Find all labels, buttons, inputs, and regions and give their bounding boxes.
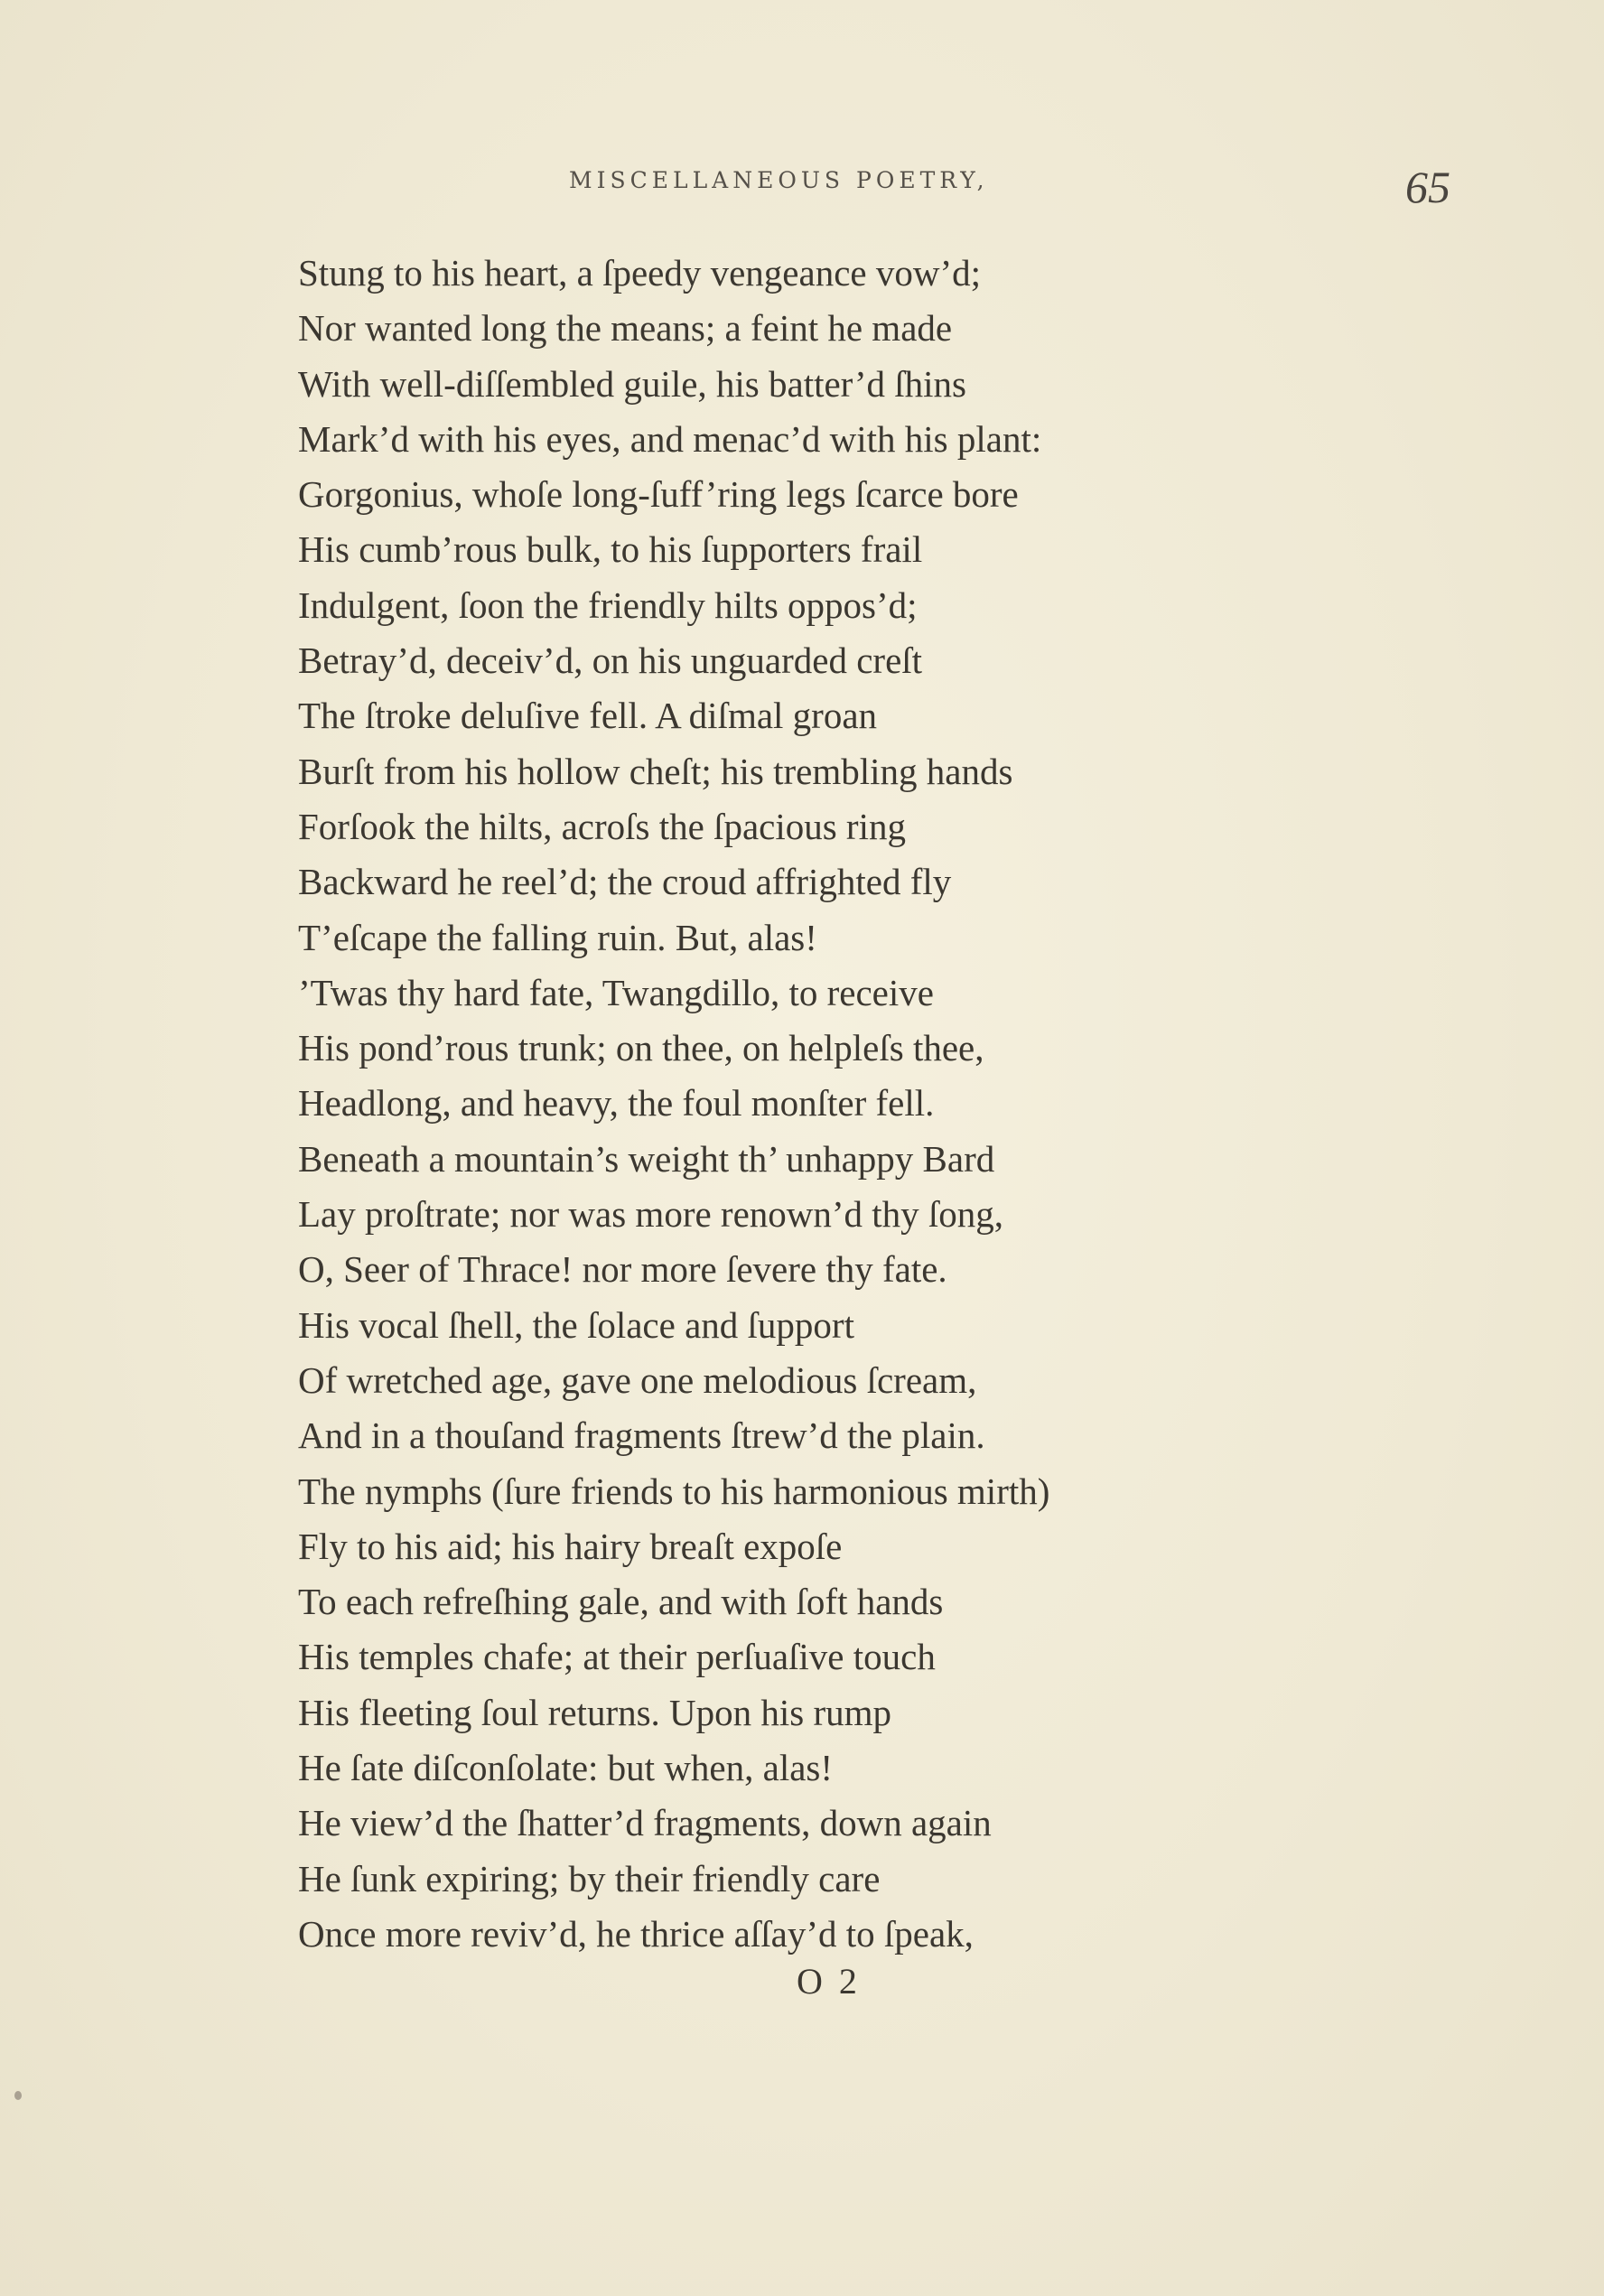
signature-mark: O 2 [797, 1961, 861, 2002]
poem-line: To each refreſhing gale, and with ſoft hands [298, 1581, 944, 1623]
poem-line: His temples chafe; at their perſuaſive touch [298, 1636, 936, 1678]
poem-line: With well-diſſembled guile, his batter’d ſhins [298, 362, 967, 405]
poem-line: He ſate diſconſolate: but when, alas! [298, 1747, 834, 1789]
poem-line: Mark’d with his eyes, and menac’d with his plant: [298, 417, 1042, 460]
poem-line: Gorgonius, whoſe long-ſuff’ring legs ſcarce bore [298, 473, 1019, 516]
poem-line: The nymphs (ſure friends to his harmonious mirth) [298, 1470, 1050, 1512]
poem-line: He view’d the ſhatter’d fragments, down again [298, 1802, 992, 1844]
poem-line: ’Twas thy hard fate, Twangdillo, to receive [298, 971, 934, 1013]
poem-line: Once more reviv’d, he thrice aſſay’d to ſpeak, [298, 1912, 974, 1955]
poem-line: Beneath a mountain’s weight th’ unhappy Bard [298, 1137, 995, 1180]
poem-line: Indulgent, ſoon the friendly hilts oppos’d; [298, 583, 918, 626]
page-number: 65 [1405, 162, 1450, 212]
poem-line: And in a thouſand fragments ſtrew’d the plain. [298, 1414, 985, 1457]
poem-line: His vocal ſhell, the ſolace and ſupport [298, 1303, 854, 1346]
poem-text [298, 246, 1273, 1962]
running-head: MISCELLANEOUS POETRY, [569, 167, 989, 193]
paper-speck [14, 2091, 22, 2100]
poem-line: The ſtroke deluſive fell. A diſmal groan [298, 695, 878, 737]
poem-line: Forſook the hilts, acroſs the ſpacious ring [298, 805, 906, 847]
poem-line: His fleeting ſoul returns. Upon his rump [298, 1691, 892, 1733]
poem-line: Of wretched age, gave one melodious ſcream, [298, 1358, 977, 1401]
poem-line: Stung to his heart, a ſpeedy vengeance vow’d; [298, 252, 981, 294]
poem-line: Lay proſtrate; nor was more renown’d thy ſong, [298, 1193, 1004, 1236]
poem-line: Nor wanted long the means; a feint he made [298, 307, 953, 350]
poem-line: Backward he reel’d; the croud affrighted fly [298, 861, 952, 903]
poem-line: Fly to his aid; his hairy breaſt expoſe [298, 1525, 843, 1567]
poem-line: O, Seer of Thrace! nor more ſevere thy fate. [298, 1248, 947, 1291]
poem-line: Betray’d, deceiv’d, on his unguarded creſt [298, 639, 923, 682]
poem-line: His pond’rous trunk; on thee, on helpleſs thee, [298, 1027, 984, 1069]
poem-line: T’eſcape the falling ruin. But, alas! [298, 916, 817, 958]
poem-line: His cumb’rous bulk, to his ſupporters frail [298, 528, 923, 571]
poem-line: Headlong, and heavy, the foul monſter fell. [298, 1082, 935, 1125]
poem-line: Burſt from his hollow cheſt; his trembling hands [298, 750, 1013, 792]
poem-line: He ſunk expiring; by their friendly care [298, 1857, 881, 1899]
